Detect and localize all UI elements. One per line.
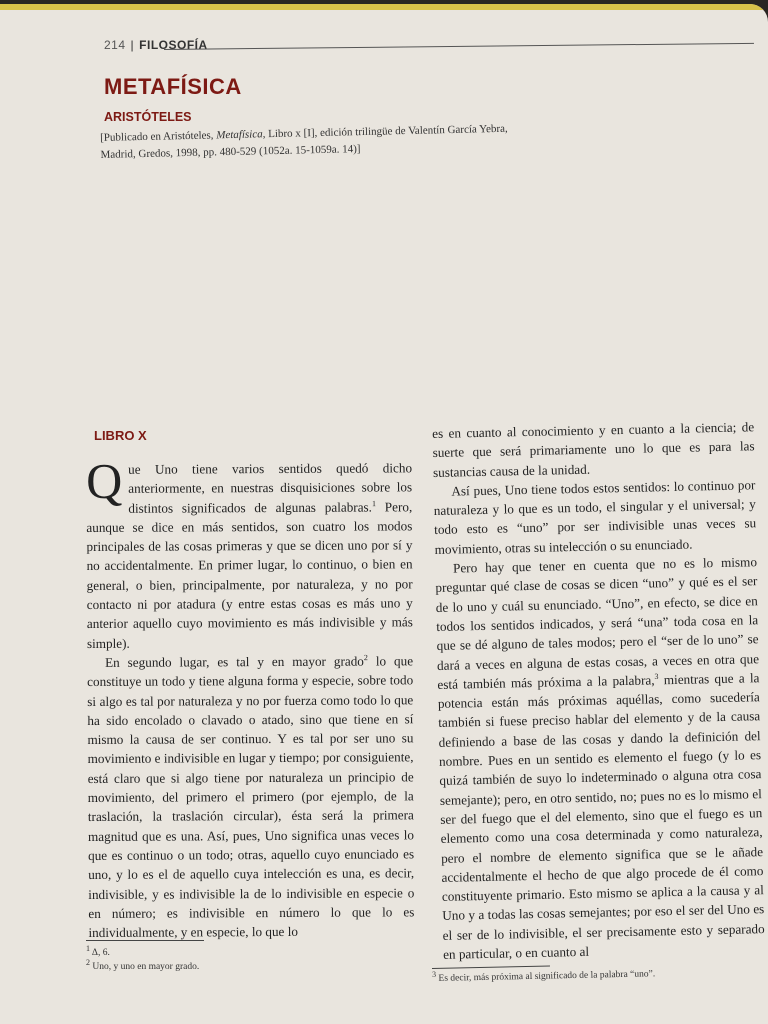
footnote-mark: 1: [86, 943, 90, 953]
footnotes-left: [86, 943, 200, 974]
drop-cap: Q: [85, 452, 123, 509]
footnotes-right: [432, 967, 655, 986]
header-separator: |: [130, 38, 135, 52]
footnote-text: Uno, y uno en mayor grado.: [90, 962, 200, 972]
paragraph: [85, 452, 413, 653]
footnote-text: Es decir, más próxima al significado de la palabra “uno”.: [436, 969, 656, 984]
footnote-ref: 2: [363, 653, 368, 663]
text-column-right: [432, 417, 765, 964]
section-name: FILOSOFÍA: [139, 38, 208, 52]
footnote-text: Δ, 6.: [90, 948, 110, 958]
paragraph: es en cuanto al conocimiento y en cuanto a la ciencia; de suerte que será primariamente uno lo que es para las sustancias causa de la unidad.: [432, 419, 755, 480]
footnote-ref: 3: [654, 671, 659, 681]
citation-work-title: Metafísica: [216, 128, 263, 142]
footnote-mark: 2: [86, 957, 90, 967]
book-page: [0, 4, 768, 1024]
footnote: [86, 957, 200, 974]
page-edge-strip: [0, 4, 764, 10]
source-citation: [100, 120, 541, 164]
paragraph-text: mientras que a la potencia están más próximas aquéllas, como sucedería también si fuese preciso hablar del elemento y de la causa definiendo a base de las cosas y dando la definición del nombre. Pues en un sentido es elemento el fuego (y lo es quizá también de suyo lo indeterminado o alguna otra cosa semejante); pero, en otro sentido, no; pues no es lo mismo el ser del fuego que el del elemento, sino que el fuego es un elemento como una cosa determinada y como naturaleza, pero el nombre de elemento significa que se le añade accidentalmente el hecho de que algo procede de él como constituyente primario. Esto mismo se aplica a la causa y al Uno y a todas las cosas semejantes; por eso el ser del Uno es el ser de lo indivisible, el ser precisamente esto y separado en particular, o en cuanto al: [437, 670, 765, 962]
header-rule: [164, 43, 754, 50]
paragraph-text: Pero, aunque se dice en más sentidos, son cuatro los modos principales de las cosas primeras y que se dicen uno por sí y no accidentalmente. En primer lugar, lo continuo, o bien en general, o bien, principalmente, por naturaleza, y no por contacto ni por atadura (y entre estas cosas es más uno y anterior aquello cuyo movimiento es más indivisible y más simple).: [86, 498, 413, 651]
paragraph: [87, 651, 415, 942]
footnote-rule-right: [432, 966, 550, 969]
page-number: 214: [104, 38, 126, 52]
page-title: METAFÍSICA: [104, 74, 242, 99]
citation-suffix: , Libro x [I], edición trilingüe de Valentín García Yebra, Madrid, Gredos, 1998, pp. 480-529 (1052a. 15-1059a. 14)]: [100, 122, 508, 161]
footnote-mark: 3: [431, 969, 437, 979]
footnote: [432, 967, 655, 986]
paragraph-text: ue Uno tiene varios sentidos quedó dicho anteriormente, en nuestras disquisiciones sobre los distintos significados de algunas palabras.: [128, 460, 413, 516]
paragraph: [435, 552, 765, 964]
paragraph-text: En segundo lugar, es tal y en mayor grado: [105, 653, 364, 670]
paragraph-text: Pero hay que tener en cuenta que no es lo mismo preguntar qué clase de cosas se dicen “uno” y qué es el ser de lo uno y cuál su enunciado. “Uno”, en efecto, se dice en todos los sentidos indicados, y será “una” toda cosa en la que se dé alguno de tales modos; pero el “ser de lo uno” se dará a veces en alguna de estas cosas, a veces en otra que está también más próxima a la palabra,: [435, 554, 760, 692]
text-column-left: [85, 452, 415, 942]
paragraph: Así pues, Uno tiene todos estos sentidos: lo continuo por naturaleza y lo que es un todo, el singular y el universal; y todo esto es “uno” por ser indivisible unas veces su movimiento, otras su intelección o su enunciado.: [433, 477, 757, 557]
footnote: [86, 943, 199, 960]
book-heading: LIBRO X: [94, 428, 147, 443]
author-name: ARISTÓTELES: [104, 110, 192, 124]
running-header: [104, 38, 208, 52]
paragraph-text: lo que constituye un todo y tiene alguna forma y especie, sobre todo si algo es tal por naturaleza y no por fuerza como todo lo que ha sido encolado o clavado o atado, sino que tiene en sí mismo la causa de ser continuo. Y es tal por ser uno su movimiento e indivisible en lugar y tiempo; por consiguiente, está claro que si algo tiene por naturaleza un principio de movimiento, del primero el primero (por ejemplo, de la traslación, la traslación circular), ésta será la primera magnitud que es una. Así, pues, Uno significa unas veces lo que es continuo o un todo; otras, aquello cuyo enunciado es uno, y lo es el de aquello cuya intelección es una, es decir, indivisible, y es indivisible la de lo indivisible en especie o en número; es indivisible en número lo que lo es individualmente, y en especie, lo que lo: [87, 653, 415, 941]
footnote-ref: 1: [371, 498, 376, 508]
citation-prefix: [Publicado en Aristóteles,: [100, 129, 217, 144]
footnote-rule-left: [86, 940, 204, 941]
